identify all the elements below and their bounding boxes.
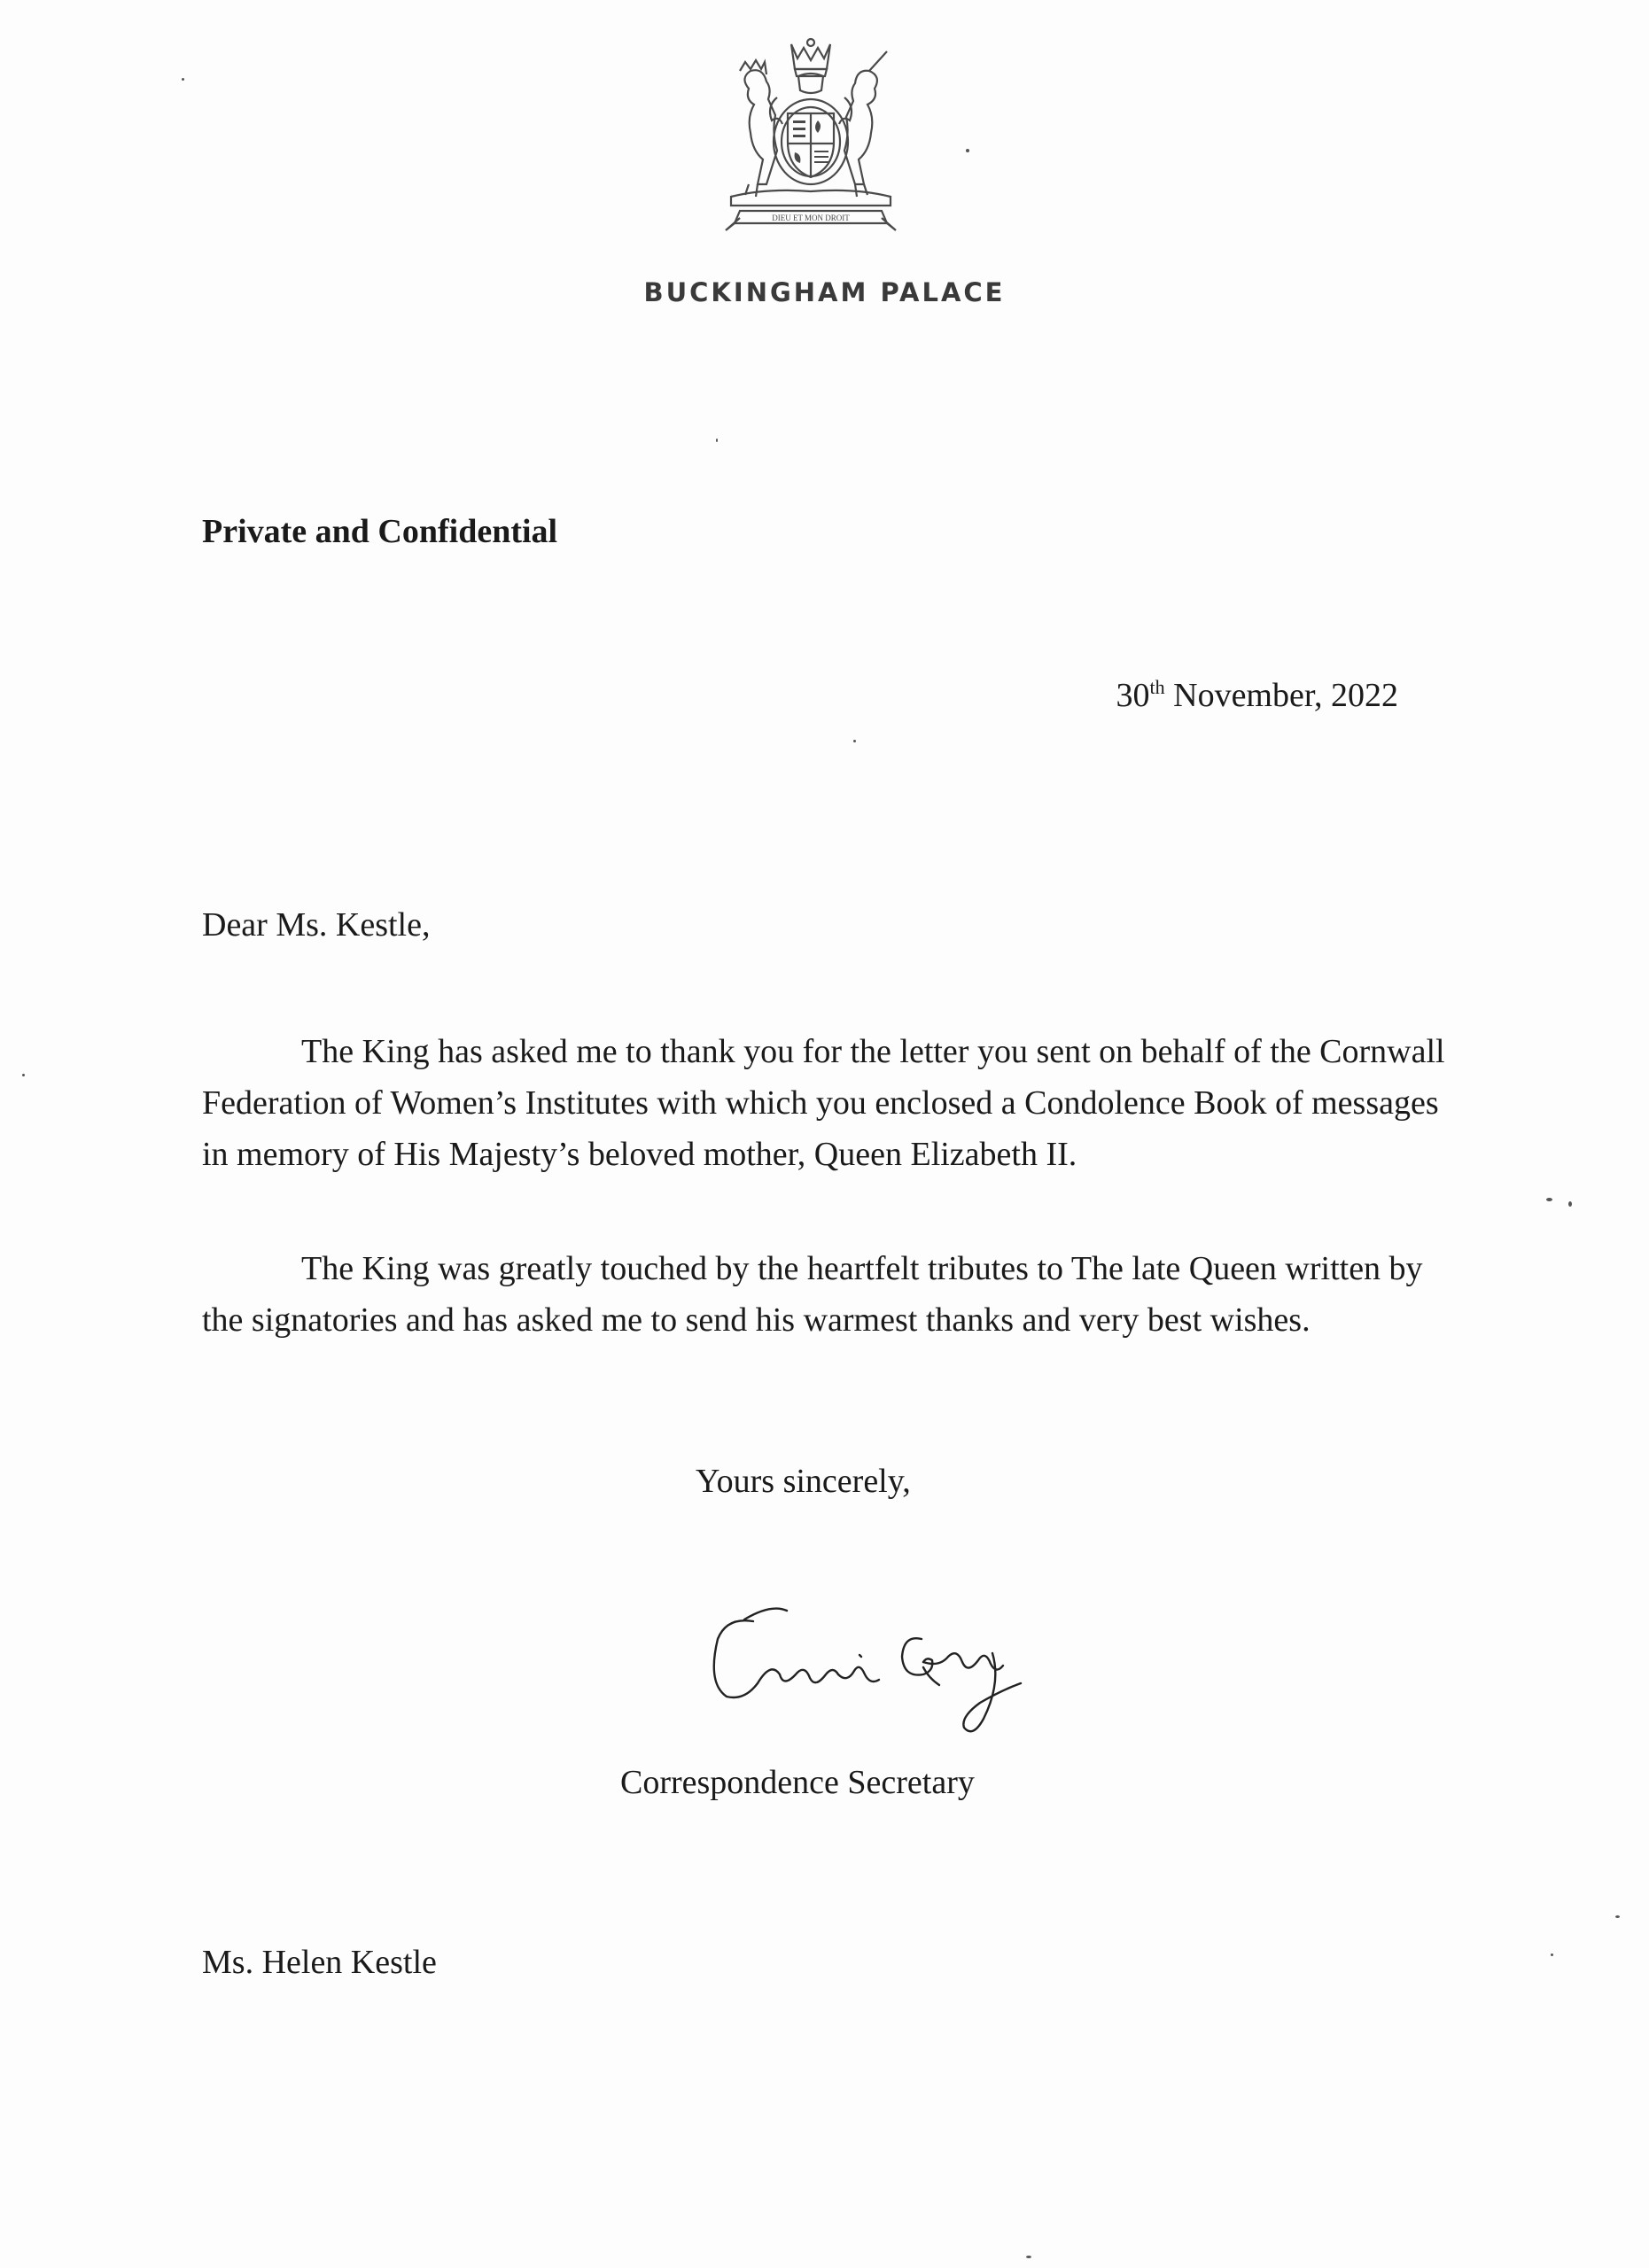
body-paragraph-1: The King has asked me to thank you for the letter you sent on behalf of the Cornwall Federation of Women’s Institutes with which you enclosed a Condolence Book of messages in memory of His Majesty’s beloved mother, Queen Elizabeth II. — [202, 1033, 1445, 1173]
signatory-title: Correspondence Secretary — [620, 1764, 975, 1801]
handwritten-signature — [691, 1586, 1063, 1754]
scan-speck — [853, 740, 856, 742]
scan-speck — [1568, 1201, 1572, 1207]
salutation: Dear Ms. Kestle, — [202, 906, 431, 944]
scan-speck — [1551, 1953, 1553, 1956]
scan-speck — [1026, 2256, 1031, 2258]
date-rest: November, 2022 — [1164, 677, 1398, 714]
letterhead-place: BUCKINGHAM PALACE — [643, 277, 1006, 307]
royal-coat-of-arms-icon — [713, 35, 908, 235]
date-suffix: th — [1149, 676, 1165, 698]
scan-speck — [22, 1074, 25, 1076]
crest-motto: DIEU ET MON DROIT — [772, 214, 850, 222]
scan-speck — [966, 149, 969, 152]
scan-speck — [716, 439, 718, 442]
body-paragraph-2: The King was greatly touched by the heartfelt tributes to The late Queen written by the signatories and has asked me to send his warmest thanks and very best wishes. — [202, 1250, 1423, 1339]
recipient-name: Ms. Helen Kestle — [202, 1944, 437, 1981]
letter-date — [1116, 676, 1399, 715]
date-day: 30 — [1116, 677, 1150, 714]
scan-speck — [182, 78, 184, 81]
scan-speck — [1546, 1198, 1552, 1201]
closing: Yours sincerely, — [696, 1463, 911, 1500]
scan-speck — [1615, 1915, 1620, 1918]
confidential-label: Private and Confidential — [202, 513, 558, 550]
